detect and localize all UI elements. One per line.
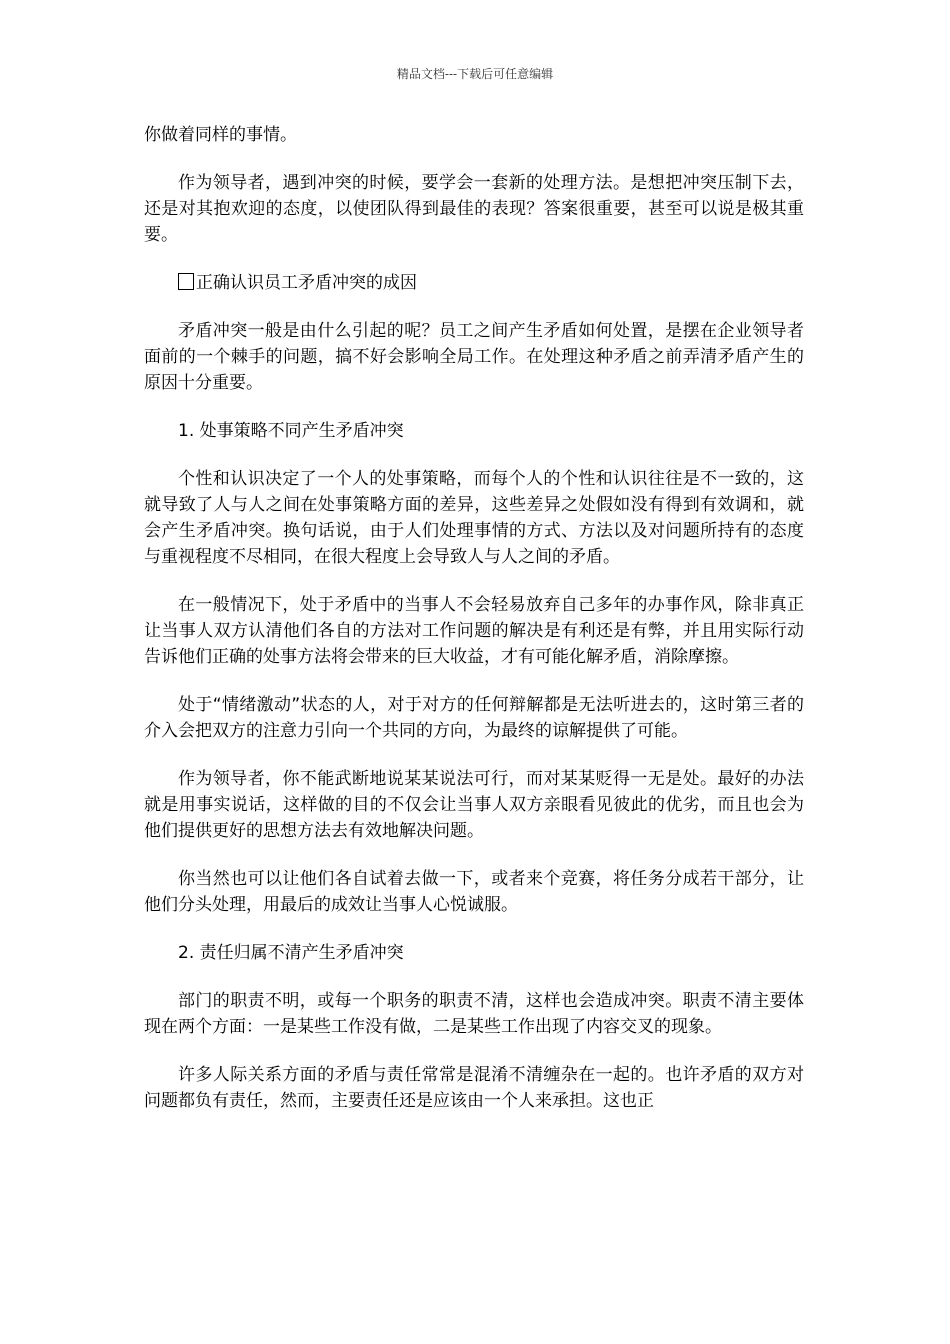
document-body <box>144 122 804 1136</box>
subsection-heading: 1. 处事策略不同产生矛盾冲突 <box>178 421 404 441</box>
page-header: 精品文档---下载后可任意编辑 <box>396 67 554 81</box>
paragraph: 处于“情绪激动”状态的人，对于对方的任何辩解都是无法听进去的，这时第三者的介入会把双方的注意力引向一个共同的方向，为最终的谅解提供了可能。 <box>144 695 804 741</box>
paragraph: 在一般情况下，处于矛盾中的当事人不会轻易放弃自己多年的办事作风，除非真正让当事人双方认清他们各自的方法对工作问题的解决是有利还是有弊，并且用实际行动告诉他们正确的处事方法将会带来的巨大收益，才有可能化解矛盾，消除摩擦。 <box>144 595 804 667</box>
paragraph: 你做着同样的事情。 <box>144 125 297 145</box>
section-heading <box>144 270 804 296</box>
paragraph: 作为领导者，你不能武断地说某某说法可行，而对某某贬得一无是处。最好的办法就是用事实说话，这样做的目的不仅会让当事人双方亲眼看见彼此的优劣，而且也会为他们提供更好的思想方法去有效地解决问题。 <box>144 769 804 841</box>
paragraph: 作为领导者，遇到冲突的时候，要学会一套新的处理方法。是想把冲突压制下去，还是对其抱欢迎的态度，以使团队得到最佳的表现？答案很重要，甚至可以说是极其重要。 <box>144 173 804 245</box>
paragraph: 部门的职责不明，或每一个职务的职责不清，这样也会造成冲突。职责不清主要体现在两个方面：一是某些工作没有做，二是某些工作出现了内容交叉的现象。 <box>144 991 804 1037</box>
paragraph: 矛盾冲突一般是由什么引起的呢？员工之间产生矛盾如何处置，是摆在企业领导者面前的一个棘手的问题，搞不好会影响全局工作。在处理这种矛盾之前弄清矛盾产生的原因十分重要。 <box>144 321 804 393</box>
checkbox-icon <box>178 273 194 290</box>
subsection-heading: 2. 责任归属不清产生矛盾冲突 <box>178 943 404 963</box>
paragraph: 你当然也可以让他们各自试着去做一下，或者来个竞赛，将任务分成若干部分，让他们分头处理，用最后的成效让当事人心悦诚服。 <box>144 869 804 915</box>
paragraph: 个性和认识决定了一个人的处事策略，而每个人的个性和认识往往是不一致的，这就导致了人与人之间在处事策略方面的差异，这些差异之处假如没有得到有效调和，就会产生矛盾冲突。换句话说，由于人们处理事情的方式、方法以及对问题所持有的态度与重视程度不尽相同，在很大程度上会导致人与人之间的矛盾。 <box>144 469 804 567</box>
section-heading-text: 正确认识员工矛盾冲突的成因 <box>196 273 417 293</box>
paragraph: 许多人际关系方面的矛盾与责任常常是混淆不清缠杂在一起的。也许矛盾的双方对问题都负有责任，然而，主要责任还是应该由一个人来承担。这也正 <box>144 1065 804 1111</box>
